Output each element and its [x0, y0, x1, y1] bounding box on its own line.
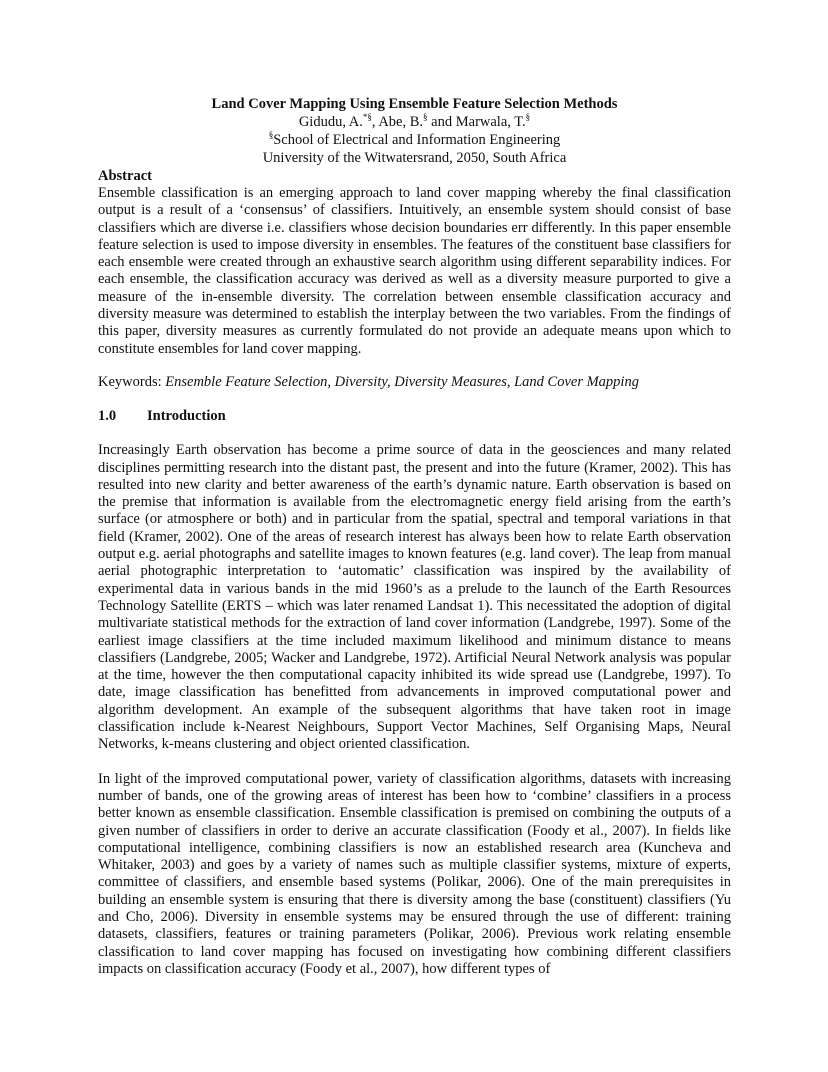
intro-paragraph-1: Increasingly Earth observation has become a prime source of data in the geosciences and many related disciplines permitting research into the distant past, the present and into the future (Kramer, 2002). This has resulted into new clarity and better awareness of the earth’s dynamic nature. Earth observation is based on the premise that information is available from the electromagnetic energy field arising from the earth’s surface (or atmosphere or both) and in particular from the spatial, spectral and temporal variations in that field (Kramer, 2002). One of the areas of research interest has always been how to relate Earth observation output e.g. aerial photographs and satellite images to known features (e.g. land cover). The leap from manual aerial photographic interpretation to ‘automatic’ classification was inspired by the availability of experimental data in various bands in the mid 1960’s as a prelude to the launch of the Earth Resources Technology Satellite (ERTS – which was later renamed Landsat 1). This necessitated the adoption of digital multivariate statistical methods for the extraction of land cover information (Landgrebe, 1997). Some of the earliest image classifiers at the time included maximum likelihood and minimum distance to means classifiers (Landgrebe, 2005; Wacker and Landgrebe, 1972). Artificial Neural Network analysis was popular at the time, however the then computational capacity inhibited its wide spread use (Landgrebe, 1997). To date, image classification has benefitted from advancements in improved computational power and algorithm development. An example of the subsequent algorithms that have taken root in image classification include k-Nearest Neighbours, Support Vector Machines, Self Organising Maps, Neural Networks, k-means clustering and object oriented classification.: [98, 442, 731, 753]
affiliation-department: [98, 131, 731, 149]
author-footnote-mark: *§: [362, 112, 372, 123]
department-name: School of Electrical and Information Engineering: [273, 132, 561, 148]
section-title: Introduction: [147, 408, 226, 425]
affiliation-mark: §: [268, 130, 274, 141]
author-footnote-mark: §: [423, 112, 428, 123]
author-name: Gidudu, A.: [298, 114, 363, 130]
author-separator: ,: [371, 114, 379, 130]
author-separator: and: [427, 114, 456, 130]
section-heading: [98, 407, 731, 425]
author-name: Abe, B.: [378, 114, 424, 130]
intro-paragraph-2: In light of the improved computational power, variety of classification algorithms, datasets with increasing number of bands, one of the growing areas of interest has been how to ‘combine’ classifiers in a process better known as ensemble classification. Ensemble classification is premised on combining the outputs of a given number of classifiers in order to derive an accurate classification (Foody et al., 2007). In fields like computational intelligence, combining classifiers is now an established research area (Kuncheva and Whitaker, 2003) and goes by a variety of names such as multiple classifier systems, mixture of experts, committee of classifiers, and ensemble based systems (Polikar, 2006). One of the main prerequisites in building an ensemble system is ensuring that there is diversity among the base (constituent) classifiers (Yu and Cho, 2006). Diversity in ensemble systems may be ensured through the use of different: training datasets, classifiers, features or training parameters (Polikar, 2006). Previous work relating ensemble classification to land cover mapping has focused on investigating how combining different classifiers impacts on classification accuracy (Foody et al., 2007), how different types of: [98, 770, 731, 977]
affiliation-university: University of the Witwatersrand, 2050, South Africa: [262, 150, 567, 166]
keywords-label: Keywords:: [98, 373, 166, 390]
keywords-values: Ensemble Feature Selection, Diversity, Diversity Measures, Land Cover Mapping: [165, 373, 639, 390]
abstract-text: Ensemble classification is an emerging approach to land cover mapping whereby the final classification output is a result of a ‘consensus’ of classifiers. Intuitively, an ensemble system should consist of base classifiers which are diverse i.e. classifiers whose decision boundaries err differently. In this paper ensemble feature selection is used to impose diversity in ensembles. The features of the constituent base classifiers for each ensemble were created through an exhaustive search algorithm using different separability indices. For each ensemble, the classification accuracy was derived as well as a diversity measure purported to give a measure of the in-ensemble diversity. The correlation between ensemble classification accuracy and diversity measure was determined to establish the interplay between the two variables. From the findings of this paper, diversity measures as currently formulated do not provide an adequate means upon which to constitute ensembles for land cover mapping.: [98, 185, 731, 357]
paper-page: [98, 95, 731, 978]
abstract-heading: Abstract: [98, 168, 152, 184]
paper-title: Land Cover Mapping Using Ensemble Feature Selection Methods: [211, 96, 618, 112]
author-name: Marwala, T.: [455, 114, 526, 130]
keywords-line: [98, 374, 731, 391]
author-footnote-mark: §: [525, 112, 531, 123]
author-line: [98, 113, 731, 131]
section-number: 1.0: [98, 408, 117, 425]
